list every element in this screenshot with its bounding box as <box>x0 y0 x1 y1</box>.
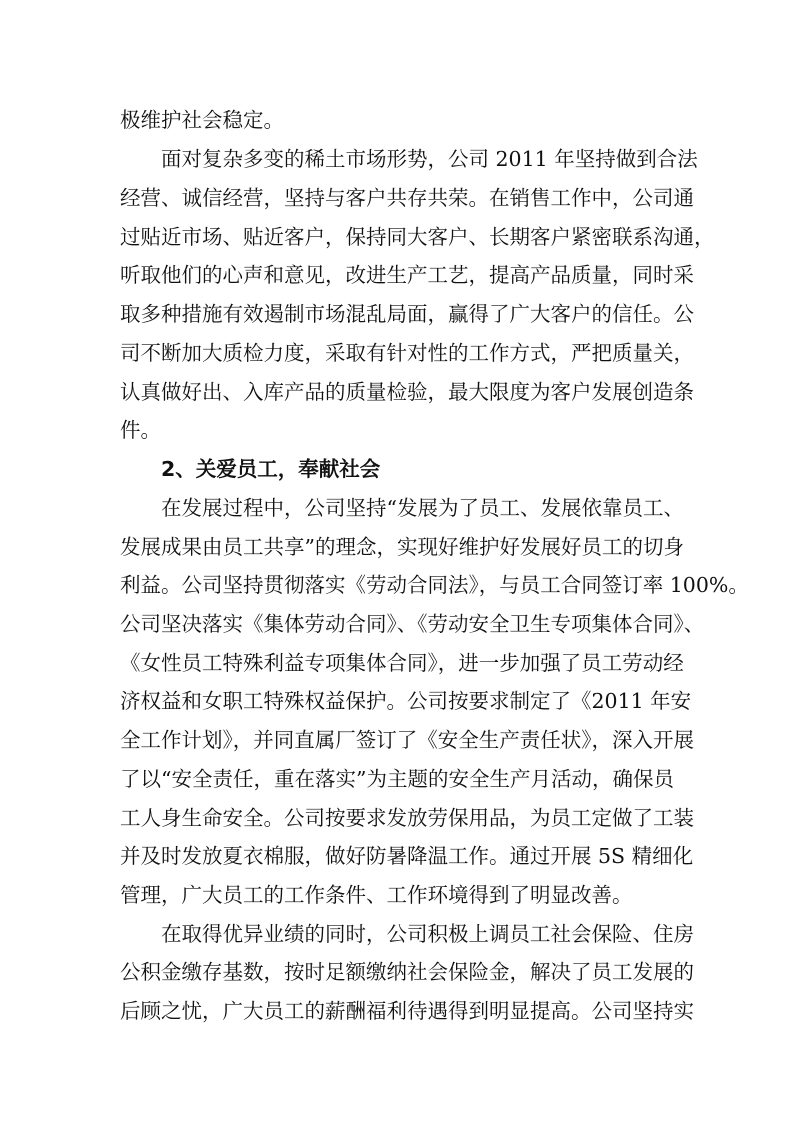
text-line: 听取他们的心声和意见，改进生产工艺，提高产品质量，同时采 <box>120 263 694 287</box>
text-line: 发展成果由员工共享”的理念，实现好维护好发展好员工的切身 <box>120 535 684 559</box>
text-line: 司不断加大质检力度，采取有针对性的工作方式，严把质量关， <box>120 341 694 365</box>
text-line: 后顾之忧，广大员工的薪酬福利待遇得到明显提高。公司坚持实 <box>120 999 694 1023</box>
text-line: 经营、诚信经营，坚持与客户共存共荣。在销售工作中，公司通 <box>120 186 694 210</box>
text-line: 全工作计划》，并同直属厂签订了《安全生产责任状》，深入开展 <box>120 728 694 752</box>
text-line: 取多种措施有效遏制市场混乱局面，赢得了广大客户的信任。公 <box>120 302 694 326</box>
text-line: 公积金缴存基数，按时足额缴纳社会保险金，解决了员工发展的 <box>120 960 694 984</box>
text-line: 利益。公司坚持贯彻落实《劳动合同法》，与员工合同签订率 100%。 <box>120 573 749 597</box>
text-line: 认真做好出、入库产品的质量检验，最大限度为客户发展创造条 <box>120 380 694 404</box>
text-line: 在发展过程中，公司坚持“发展为了员工、发展依靠员工、 <box>161 496 684 520</box>
text-line: 公司坚决落实《集体劳动合同》、《劳动安全卫生专项集体合同》、 <box>120 612 705 636</box>
text-line: 了以“安全责任，重在落实”为主题的安全生产月活动，确保员 <box>120 767 674 791</box>
text-line: 过贴近市场、贴近客户，保持同大客户、长期客户紧密联系沟通， <box>120 225 715 249</box>
text-line: 《女性员工特殊利益专项集体合同》，进一步加强了员工劳动经 <box>120 651 684 675</box>
text-line: 工人身生命安全。公司按要求发放劳保用品，为员工定做了工装 <box>120 806 694 830</box>
text-line: 件。 <box>120 418 161 442</box>
section-heading: 2、关爱员工，奉献社会 <box>161 457 381 481</box>
text-line: 并及时发放夏衣棉服，做好防暑降温工作。通过开展 5S 精细化 <box>120 844 694 868</box>
text-line: 管理，广大员工的工作条件、工作环境得到了明显改善。 <box>120 883 633 907</box>
text-line: 极维护社会稳定。 <box>120 108 284 132</box>
text-line: 面对复杂多变的稀土市场形势，公司 2011 年坚持做到合法 <box>161 147 698 171</box>
text-line: 济权益和女职工特殊权益保护。公司按要求制定了《2011 年安 <box>120 689 692 713</box>
text-line: 在取得优异业绩的同时，公司积极上调员工社会保险、住房 <box>161 922 694 946</box>
